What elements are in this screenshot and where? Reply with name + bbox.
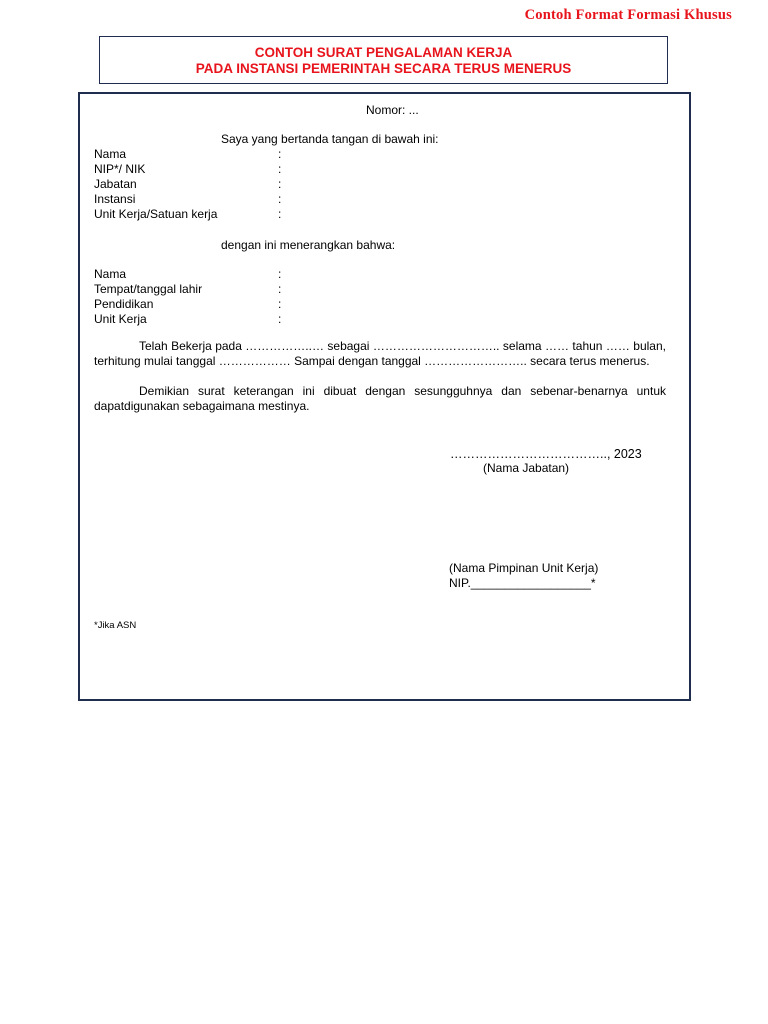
field-label: Tempat/tanggal lahir [94,282,203,296]
place-date: ……………………………….., 2023 [450,447,642,461]
title-line-2: PADA INSTANSI PEMERINTAH SECARA TERUS MENERUS [195,61,572,76]
title-line-1: CONTOH SURAT PENGALAMAN KERJA [254,45,513,60]
field-colon: : [278,147,282,161]
field-colon: : [278,267,282,281]
intro-text: Saya yang bertanda tangan di bawah ini: [221,132,439,146]
signature-name: (Nama Pimpinan Unit Kerja) [449,561,599,575]
field-label: Instansi [94,192,136,206]
letter-body [78,92,691,701]
field-label: Unit Kerja/Satuan kerja [94,207,218,221]
format-label: Contoh Format Formasi Khusus [524,7,732,23]
field-label: NIP*/ NIK [94,162,146,176]
letter-number: Nomor: ... [366,103,419,117]
field-colon: : [278,312,282,326]
statement-text: dengan ini menerangkan bahwa: [221,238,396,252]
field-label: Jabatan [94,177,137,191]
closing-paragraph: Demikian surat keterangan ini dibuat dengan sesungguhnya dan sebenar-benarnya untuk dapatdigunakan sebagaimana mestinya. [94,384,666,413]
field-colon: : [278,177,282,191]
field-colon: : [278,162,282,176]
field-label: Nama [94,147,127,161]
field-label: Pendidikan [94,297,154,311]
field-colon: : [278,207,282,221]
field-label: Unit Kerja [94,312,147,326]
signature-title: (Nama Jabatan) [483,461,570,475]
field-colon: : [278,282,282,296]
footnote: *Jika ASN [94,620,137,631]
field-label: Nama [94,267,127,281]
signature-nip: NIP.__________________* [449,576,596,590]
title-box [99,36,668,84]
field-colon: : [278,192,282,206]
field-colon: : [278,297,282,311]
employment-paragraph: Telah Bekerja pada ……………..… sebagai ………………………….. selama …… tahun …… bulan, terhitung mulai tanggal ……………… Sampai dengan tanggal …………………….. secara terus menerus. [94,339,666,368]
